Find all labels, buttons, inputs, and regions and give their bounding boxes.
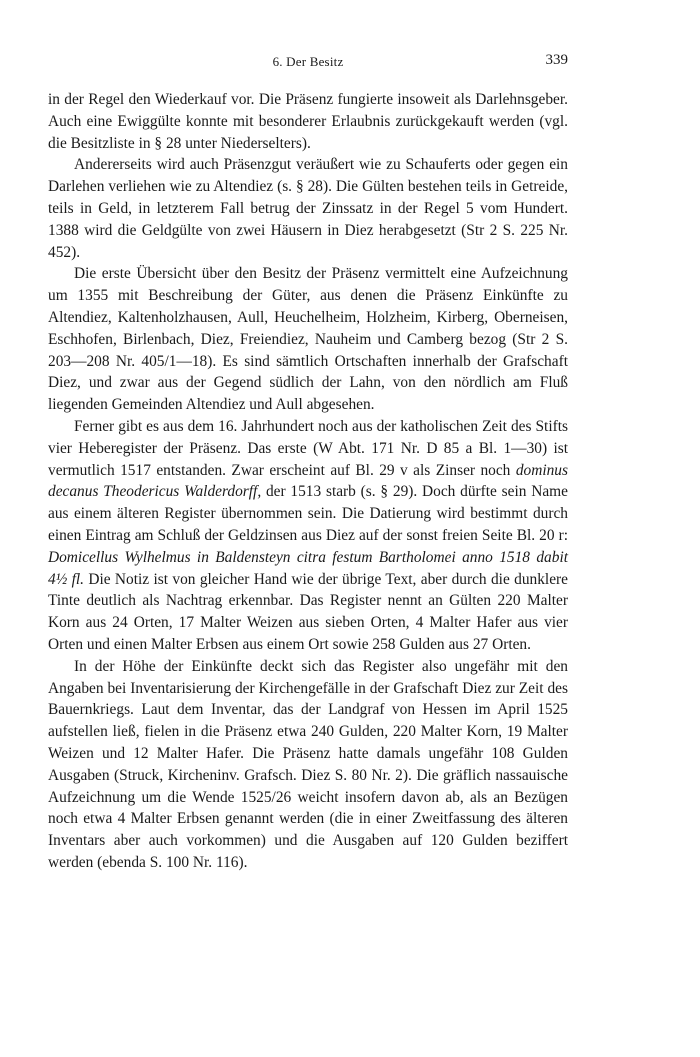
page-number: 339 (545, 52, 568, 68)
body-text (48, 89, 568, 874)
paragraph-4-italic-quote: Domicellus Wylhelmus in Baldensteyn citra festum Bartholomei anno 1518 dabit 4½ fl. (48, 548, 568, 588)
paragraph-5-text: In der Höhe der Einkünfte deckt sich das Register also ungefähr mit den Angaben bei Inventarisierung der Kirchengefälle in der Grafschaft Diez zur Zeit des Bauernkriegs. Laut dem Inventar, das der Landgraf von Hessen im April 1525 aufstellen ließ, fielen in die Präsenz etwa 240 Gulden, 220 Malter Korn, 19 Malter Weizen und 12 Malter Hafer. Die Präsenz hatte damals ungefähr 108 Gulden Ausgaben (Struck, Kircheninv. Grafsch. Diez S. 80 Nr. 2). Die gräflich nassauische Aufzeichnung um die Wende 1525/26 weicht insofern davon ab, als an Bezügen noch etwa 4 Malter Erbsen genannt werden (die in einer Zweitfassung des älteren Inventars aber auch vorkommen) und die Ausgaben auf 120 Gulden beziffert werden (ebenda S. 100 Nr. 116). (48, 657, 568, 871)
paragraph-3 (48, 263, 568, 416)
paragraph-4-text-a: Ferner gibt es aus dem 16. Jahrhundert noch aus der katholischen Zeit des Stifts vier Heberegister der Präsenz. Das erste (W Abt. 171 Nr. D 85 a Bl. 1—30) ist vermutlich 1517 entstanden. Zwar erscheint auf Bl. 29 v als Zinser noch (48, 417, 568, 479)
paragraph-5 (48, 656, 568, 874)
paragraph-4-italic-name: dominus decanus Theodericus Walderdorff, (48, 461, 568, 501)
paragraph-4 (48, 416, 568, 656)
paragraph-2-text: Andererseits wird auch Präsenzgut veräußert wie zu Schauferts oder gegen ein Darlehen verliehen wie zu Altendiez (s. § 28). Die Gülten bestehen teils in Getreide, teils in Geld, in letzterem Fall betrug der Zinssatz in der Regel 5 vom Hundert. 1388 wird die Geldgülte von zwei Häusern in Diez herabgesetzt (Str 2 S. 225 Nr. 452). (48, 156, 568, 261)
paragraph-4-text-b: der 1513 starb (s. § 29). Doch dürfte sein Name aus einem älteren Register übernommen sein. Die Datierung wird bestimmt durch einen Eintrag am Schluß der Geldzinsen aus Diez auf der sonst freien Seite Bl. 20 r: (48, 483, 568, 544)
paragraph-2 (48, 154, 568, 263)
paragraph-1 (48, 89, 568, 154)
running-title: 6. Der Besitz (272, 54, 344, 69)
running-head (48, 52, 568, 74)
paragraph-3-text: Die erste Übersicht über den Besitz der Präsenz vermittelt eine Aufzeichnung um 1355 mit Beschreibung der Güter, aus denen die Präsenz Einkünfte zu Altendiez, Kaltenholzhausen, Aull, Heuchelheim, Holzheim, Kirberg, Oberneisen, Eschhofen, Birlenbach, Diez, Freiendiez, Nauheim und Camberg bezog (Str 2 S. 203—208 Nr. 405/1—18). Es sind sämtlich Ortschaften innerhalb der Grafschaft Diez, und zwar aus der Gegend südlich der Lahn, von den nördlich am Fluß liegenden Gemeinden Altendiez und Aull abgesehen. (48, 265, 568, 414)
paragraph-1-text: in der Regel den Wiederkauf vor. Die Präsenz fungierte insoweit als Darlehnsgeber. Auch eine Ewiggülte konnte mit besonderer Erlaubnis zurückgekauft werden (vgl. die Besitzliste in § 28 unter Niederselters). (48, 91, 568, 152)
paragraph-4-text-c: Die Notiz ist von gleicher Hand wie der übrige Text, aber durch die dunklere Tinte deutlich als Nachtrag erkennbar. Das Register nennt an Gülten 220 Malter Korn aus 24 Orten, 17 Malter Weizen aus sieben Orten, 4 Malter Hafer aus vier Orten und einen Malter Erbsen aus einem Ort sowie 258 Gulden aus 27 Orten. (48, 570, 568, 653)
